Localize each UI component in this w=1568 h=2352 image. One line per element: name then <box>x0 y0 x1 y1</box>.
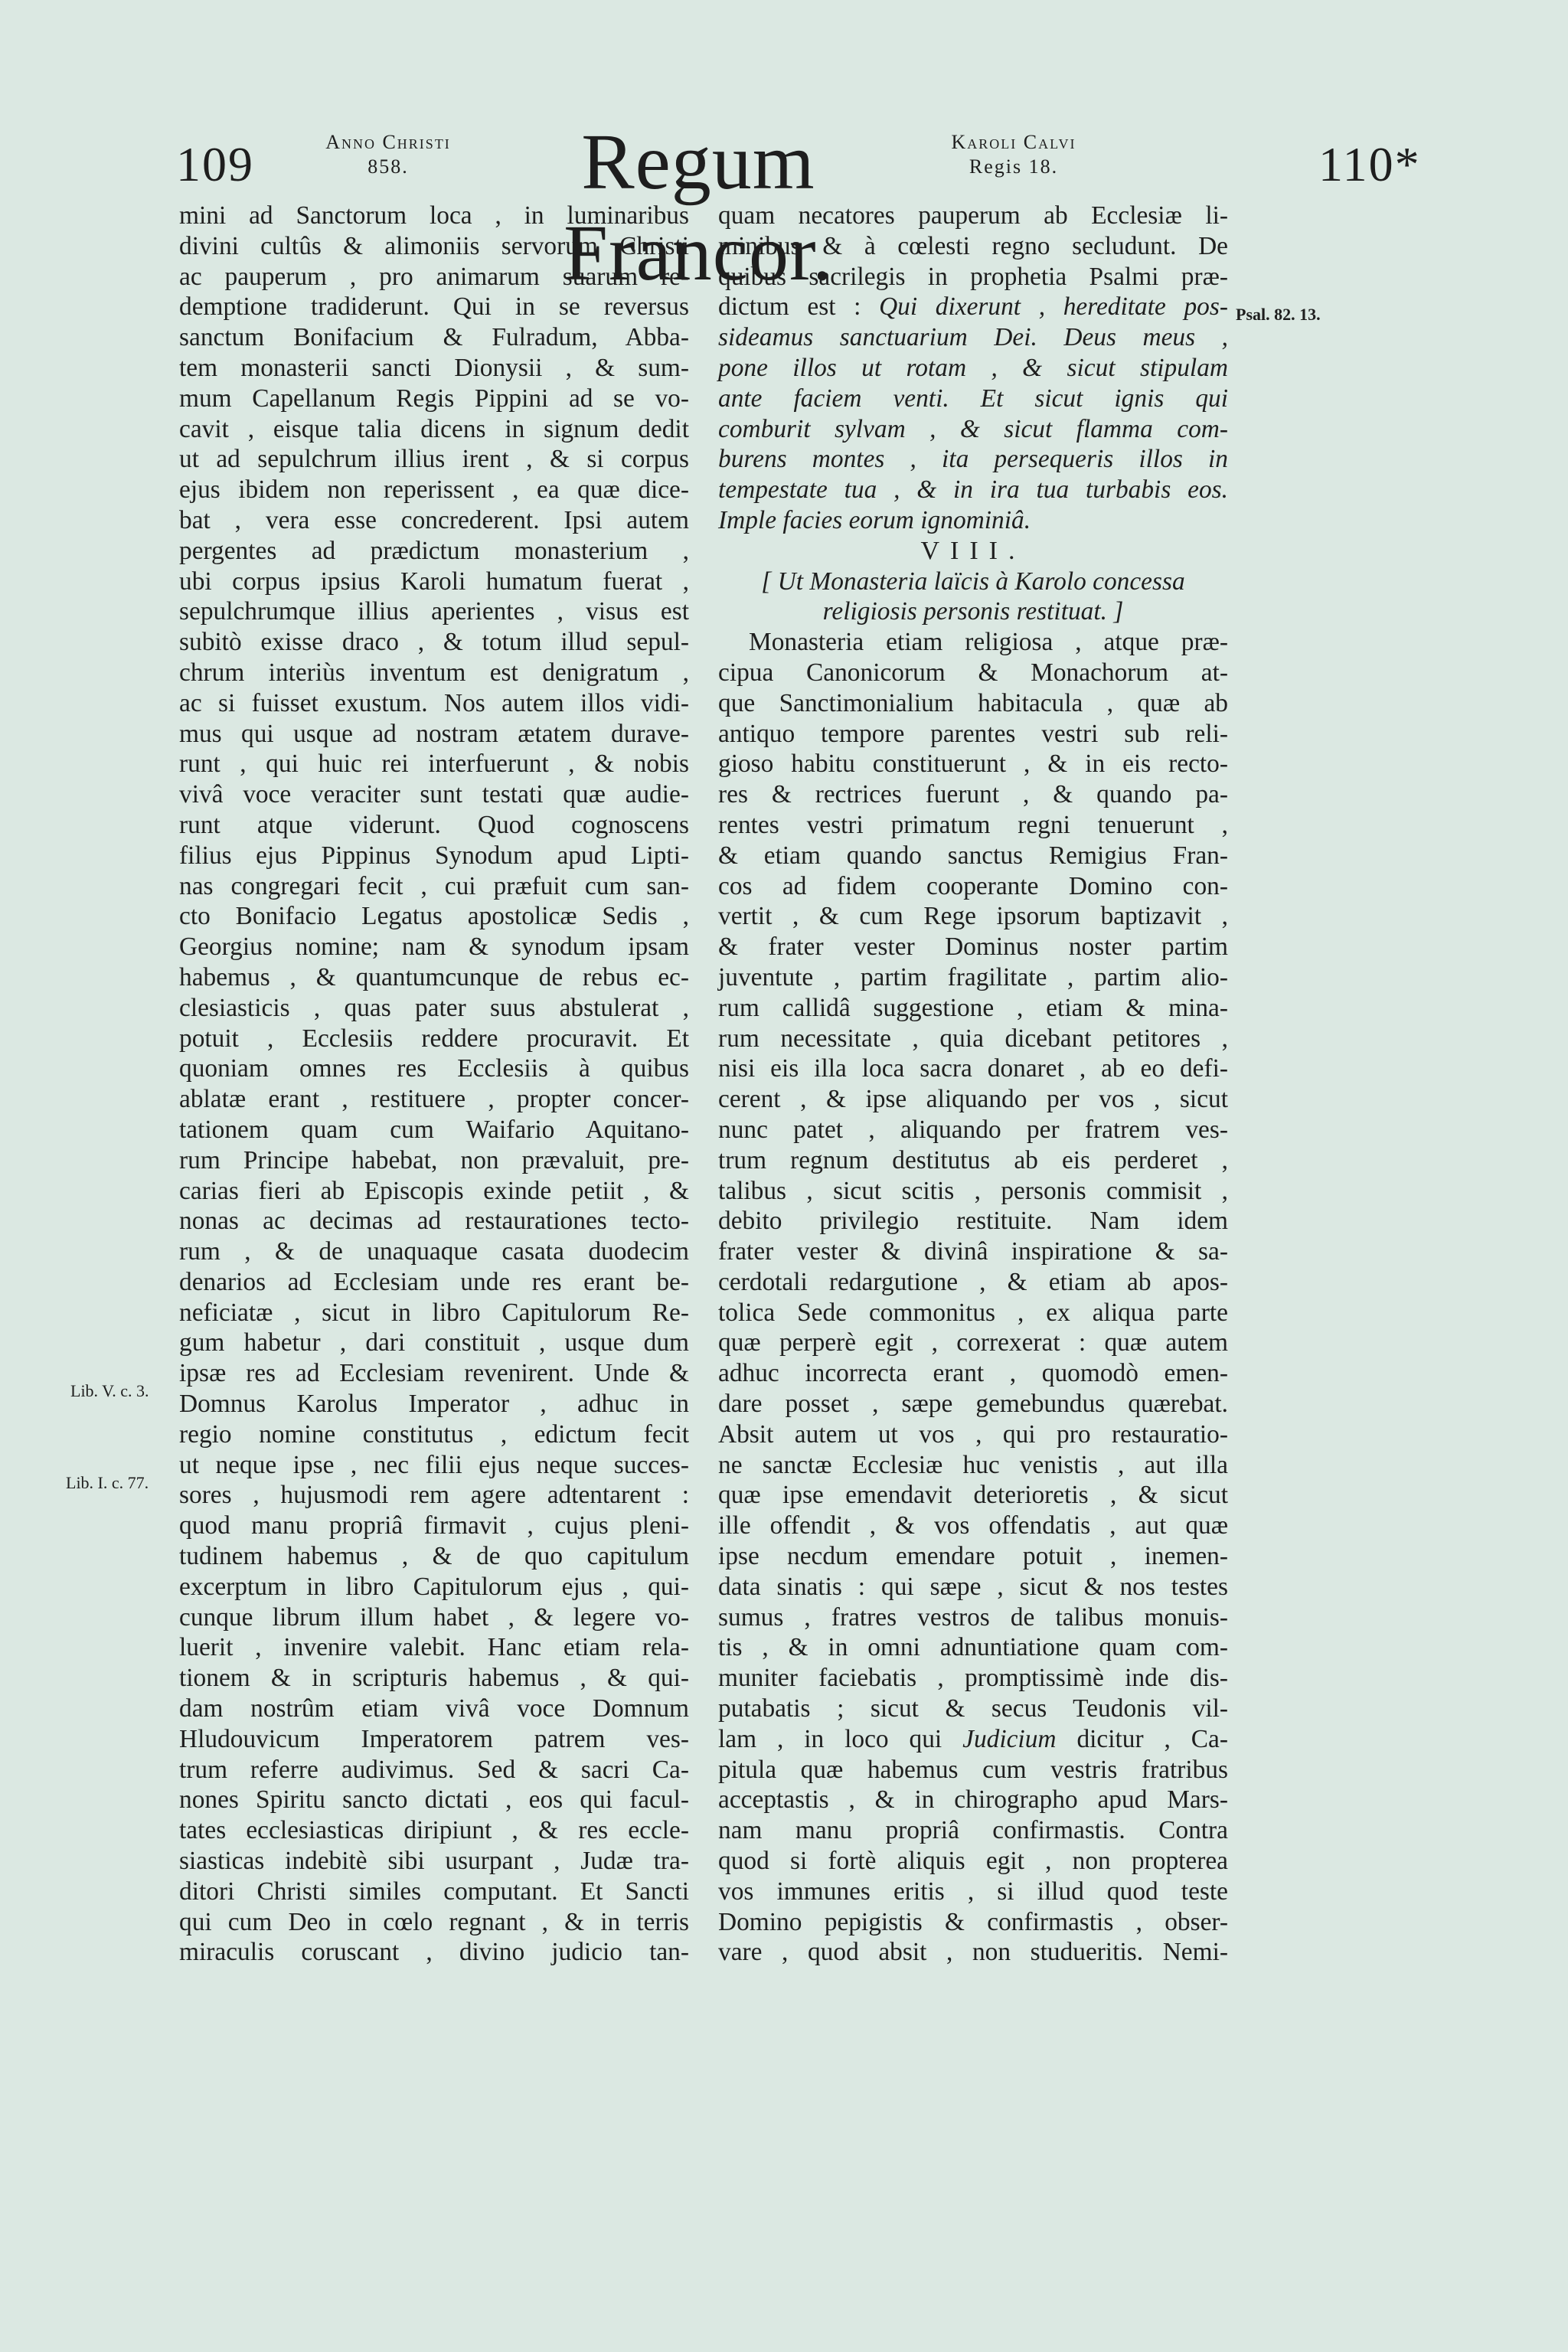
text-line: divini cultûs & alimoniis servorum Christi <box>179 231 689 260</box>
text-line: nonas ac decimas ad restaurationes tecto- <box>179 1207 689 1236</box>
text-line: dam nostrûm etiam vivâ voce Domnum <box>179 1694 689 1723</box>
text-line: gioso habitu constituerunt , & in eis recto- <box>718 750 1228 779</box>
text-line: comburit sylvam , & sicut flamma com- <box>718 414 1228 443</box>
text-line: sideamus sanctuarium Dei. Deus meus , <box>718 323 1228 352</box>
text-line: burens montes , ita persequeris illos in <box>718 445 1228 474</box>
text-line: tationem quam cum Waifario Aquitano- <box>179 1115 689 1144</box>
margin-note-lib-i: Lib. I. c. 77. <box>66 1473 149 1492</box>
text-line: talibus , sicut scitis , personis commisit , <box>718 1176 1228 1205</box>
text-line <box>718 292 1228 322</box>
text-line: ut ad sepulchrum illius irent , & si corpus <box>179 445 689 474</box>
text-line: rum , & de unaquaque casata duodecim <box>179 1237 689 1266</box>
right-column-opening <box>718 201 1228 292</box>
text-line: quod manu propriâ firmavit , cujus pleni- <box>179 1511 689 1540</box>
text-line: nam manu propriâ confirmastis. Contra <box>718 1816 1228 1845</box>
margin-note-psalm: Psal. 82. 13. <box>1236 305 1321 324</box>
text-line: regio nomine constitutus , edictum fecit <box>179 1419 689 1449</box>
text-line: Hludouvicum Imperatorem patrem ves- <box>179 1724 689 1753</box>
right-text-column <box>718 201 1228 1968</box>
text-line: habemus , & quantumcunque de rebus ec- <box>179 962 689 991</box>
text-line: bat , vera esse concrederent. Ipsi autem <box>179 505 689 534</box>
text-line: runt atque viderunt. Quod cognoscens <box>179 810 689 839</box>
reign-label-top: Karoli Calvi <box>951 131 1076 153</box>
text-line: res & rectrices fuerunt , & quando pa- <box>718 780 1228 809</box>
text-line: sepulchrumque illius aperientes , visus est <box>179 597 689 626</box>
text-line: cunque librum illum habet , & legere vo- <box>179 1602 689 1632</box>
section-heading: VIII. <box>920 536 1026 565</box>
text-line: sumus , fratres vestros de talibus monuis- <box>718 1602 1228 1632</box>
text-line: quæ ipse emendavit deterioretis , & sicut <box>718 1481 1228 1510</box>
text-line: vos immunes eritis , si illud quod teste <box>718 1877 1228 1906</box>
text-line: ne sanctæ Ecclesiæ huc venistis , aut illa <box>718 1450 1228 1479</box>
text-line: Domnus Karolus Imperator , adhuc in <box>179 1390 689 1419</box>
margin-note-lib-v: Lib. V. c. 3. <box>70 1381 149 1400</box>
text-line: quæ perperè egit , correxerat : quæ autem <box>718 1328 1228 1357</box>
text-line: que Sanctimonialium habitacula , quæ ab <box>718 688 1228 717</box>
text-line: quoniam omnes res Ecclesiis à quibus <box>179 1054 689 1083</box>
text-line: pone illos ut rotam , & sicut stipulam <box>718 353 1228 382</box>
text-line: ac si fuisset exustum. Nos autem illos vidi- <box>179 688 689 717</box>
text-line: minibus & à cœlesti regno secludunt. De <box>718 231 1228 260</box>
text-line: tis , & in omni adnuntiatione quam com- <box>718 1633 1228 1662</box>
text-line: trum referre audivimus. Sed & sacri Ca- <box>179 1755 689 1784</box>
year-label-top: Anno Christi <box>325 131 451 153</box>
text-line: ejus ibidem non reperissent , ea quæ dice- <box>179 475 689 505</box>
text-line: qui cum Deo in cœlo regnant , & in terris <box>179 1907 689 1936</box>
text-line: Imple facies eorum ignominiâ. <box>718 505 1031 534</box>
text-line: pitula quæ habemus cum vestris fratribus <box>718 1755 1228 1784</box>
text-line: pergentes ad prædictum monasterium , <box>179 536 689 565</box>
text-line: subitò exisse draco , & totum illud sepul- <box>179 628 689 657</box>
text-line: quod si fortè aliquis egit , non propterea <box>718 1847 1228 1876</box>
text-line: miraculis coruscant , divino judicio tan- <box>179 1938 689 1967</box>
text-line: tionem & in scripturis habemus , & qui- <box>179 1664 689 1693</box>
text-line: cipua Canonicorum & Monachorum at- <box>718 658 1228 687</box>
text-line: gum habetur , dari constituit , usque dum <box>179 1328 689 1357</box>
text-line: ablatæ erant , restituere , propter concer- <box>179 1085 689 1114</box>
text-line: potuit , Ecclesiis reddere procuravit. Et <box>179 1024 689 1053</box>
text-line: antiquo tempore parentes vestri sub reli- <box>718 719 1228 748</box>
text-line: [ Ut Monasteria laïcis à Karolo concessa <box>761 567 1185 596</box>
text-line: denarios ad Ecclesiam unde res erant be- <box>179 1267 689 1296</box>
text-line: muniter faciebatis , promptissimè inde dis- <box>718 1664 1228 1693</box>
text-line: tudinem habemus , & de quo capitulum <box>179 1542 689 1571</box>
text-line: ipsæ res ad Ecclesiam revenirent. Unde & <box>179 1359 689 1388</box>
text-line: cerent , & ipse aliquando per vos , sicut <box>718 1085 1228 1114</box>
text-line: putabatis ; sicut & secus Teudonis vil- <box>718 1694 1228 1723</box>
text-line: trum regnum destitutus ab eis perderet , <box>718 1145 1228 1174</box>
text-span: dicitur , Ca- <box>1076 1724 1228 1753</box>
text-line: religiosis personis restituat. ] <box>822 597 1124 626</box>
text-line: nisi eis illa loca sacra donaret , ab eo defi- <box>718 1054 1228 1083</box>
text-line: ante faciem venti. Et sicut ignis qui <box>718 384 1228 413</box>
place-name: Judicium <box>962 1724 1057 1753</box>
text-line: clesiasticis , quas pater suus abstulerat , <box>179 993 689 1022</box>
text-line: adhuc incorrecta erant , quomodò emen- <box>718 1359 1228 1388</box>
text-line: dare posset , sæpe gemebundus quærebat. <box>718 1390 1228 1419</box>
text-line: quam necatores pauperum ab Ecclesiæ li- <box>718 201 1228 230</box>
reign-label <box>922 130 1106 179</box>
text-line: tates ecclesiasticas diripiunt , & res eccle- <box>179 1816 689 1845</box>
text-line <box>718 1724 1228 1755</box>
year-label <box>300 130 476 179</box>
psalm-quotation <box>718 322 1228 536</box>
text-line: rum necessitate , quia dicebant petitores , <box>718 1024 1228 1053</box>
text-line: & frater vester Dominus noster partim <box>718 933 1228 962</box>
section-body <box>718 627 1228 1724</box>
text-line: nunc patet , aliquando per fratrem ves- <box>718 1115 1228 1144</box>
text-line: mini ad Sanctorum loca , in luminaribus <box>179 201 689 230</box>
text-line: rum Principe habebat, non prævaluit, pre- <box>179 1145 689 1174</box>
text-line: vertit , & cum Rege ipsorum baptizavit , <box>718 902 1228 931</box>
text-line: ipse necdum emendare potuit , inemen- <box>718 1542 1228 1571</box>
text-line: filius ejus Pippinus Synodum apud Lipti- <box>179 841 689 870</box>
text-line: Absit autem ut vos , qui pro restauratio- <box>718 1419 1228 1449</box>
year-label-bottom: 858. <box>368 155 409 178</box>
text-line: juventute , partim fragilitate , partim alio- <box>718 962 1228 991</box>
left-page-number: 109 <box>176 137 254 191</box>
text-line: excerptum in libro Capitulorum ejus , qui- <box>179 1572 689 1601</box>
page-title: Regum Francor. <box>564 118 833 297</box>
text-line: ut neque ipse , nec filii ejus neque succes- <box>179 1450 689 1479</box>
text-span: dictum est : <box>718 292 861 322</box>
text-line: ubi corpus ipsius Karoli humatum fuerat , <box>179 567 689 596</box>
text-line: carias fieri ab Episcopis exinde petiit , & <box>179 1176 689 1205</box>
text-line: luerit , invenire valebit. Hanc etiam rela- <box>179 1633 689 1662</box>
text-span: lam , in loco qui <box>718 1724 942 1753</box>
text-line: vivâ voce veraciter sunt testati quæ audie- <box>179 780 689 809</box>
text-line: mum Capellanum Regis Pippini ad se vo- <box>179 384 689 413</box>
text-line: frater vester & divinâ inspiratione & sa- <box>718 1237 1228 1266</box>
text-line: cos ad fidem cooperante Domino con- <box>718 871 1228 900</box>
text-line: rum callidâ suggestione , etiam & mina- <box>718 993 1228 1022</box>
text-line: sores , hujusmodi rem agere adtentarent : <box>179 1481 689 1510</box>
text-line: cto Bonifacio Legatus apostolicæ Sedis , <box>179 902 689 931</box>
text-line: chrum interiùs inventum est denigratum , <box>179 658 689 687</box>
text-line: nas congregari fecit , cui præfuit cum san- <box>179 871 689 900</box>
text-line: neficiatæ , sicut in libro Capitulorum Re- <box>179 1298 689 1327</box>
text-line: cavit , eisque talia dicens in signum dedit <box>179 414 689 443</box>
section-rubric <box>718 567 1228 628</box>
text-line: ille offendit , & vos offendatis , aut quæ <box>718 1511 1228 1540</box>
text-line: & etiam quando sanctus Remigius Fran- <box>718 841 1228 870</box>
text-line: rentes vestri primatum regni tenuerunt , <box>718 810 1228 839</box>
text-line: quibus sacrilegis in prophetia Psalmi præ- <box>718 262 1228 291</box>
text-line: siasticas indebitè sibi usurpant , Judæ tra- <box>179 1847 689 1876</box>
text-line: cerdotali redargutione , & etiam ab apos- <box>718 1267 1228 1296</box>
text-line: Domino pepigistis & confirmastis , obser- <box>718 1907 1228 1936</box>
text-line: acceptastis , & in chirographo apud Mars- <box>718 1785 1228 1815</box>
text-line: tolica Sede commonitus , ex aliqua parte <box>718 1298 1228 1327</box>
text-line: nones Spiritu sancto dictati , eos qui facul- <box>179 1785 689 1815</box>
right-column-closing <box>718 1755 1228 1968</box>
quote-span: Qui dixerunt , hereditate pos- <box>879 292 1228 322</box>
text-line: debito privilegio restituite. Nam idem <box>718 1207 1228 1236</box>
text-line: demptione tradiderunt. Qui in se reversus <box>179 292 689 322</box>
right-page-number: 110* <box>1318 137 1421 191</box>
text-line: mus qui usque ad nostram ætatem durave- <box>179 719 689 748</box>
reign-label-bottom: Regis 18. <box>969 155 1059 178</box>
text-line: ac pauperum , pro animarum suarum re- <box>179 262 689 291</box>
text-line: vare , quod absit , non studueritis. Nemi- <box>718 1938 1228 1967</box>
text-line: Georgius nomine; nam & synodum ipsam <box>179 933 689 962</box>
text-line: Monasteria etiam religiosa , atque præ- <box>749 628 1228 657</box>
left-text-column <box>179 201 689 1968</box>
text-line: ditori Christi similes computant. Et Sancti <box>179 1877 689 1906</box>
text-line: runt , qui huic rei interfuerunt , & nobis <box>179 750 689 779</box>
text-line: sanctum Bonifacium & Fulradum, Abba- <box>179 323 689 352</box>
text-line: data sinatis : qui sæpe , sicut & nos testes <box>718 1572 1228 1601</box>
text-line: tem monasterii sancti Dionysii , & sum- <box>179 353 689 382</box>
text-line: tempestate tua , & in ira tua turbabis eos. <box>718 475 1228 505</box>
